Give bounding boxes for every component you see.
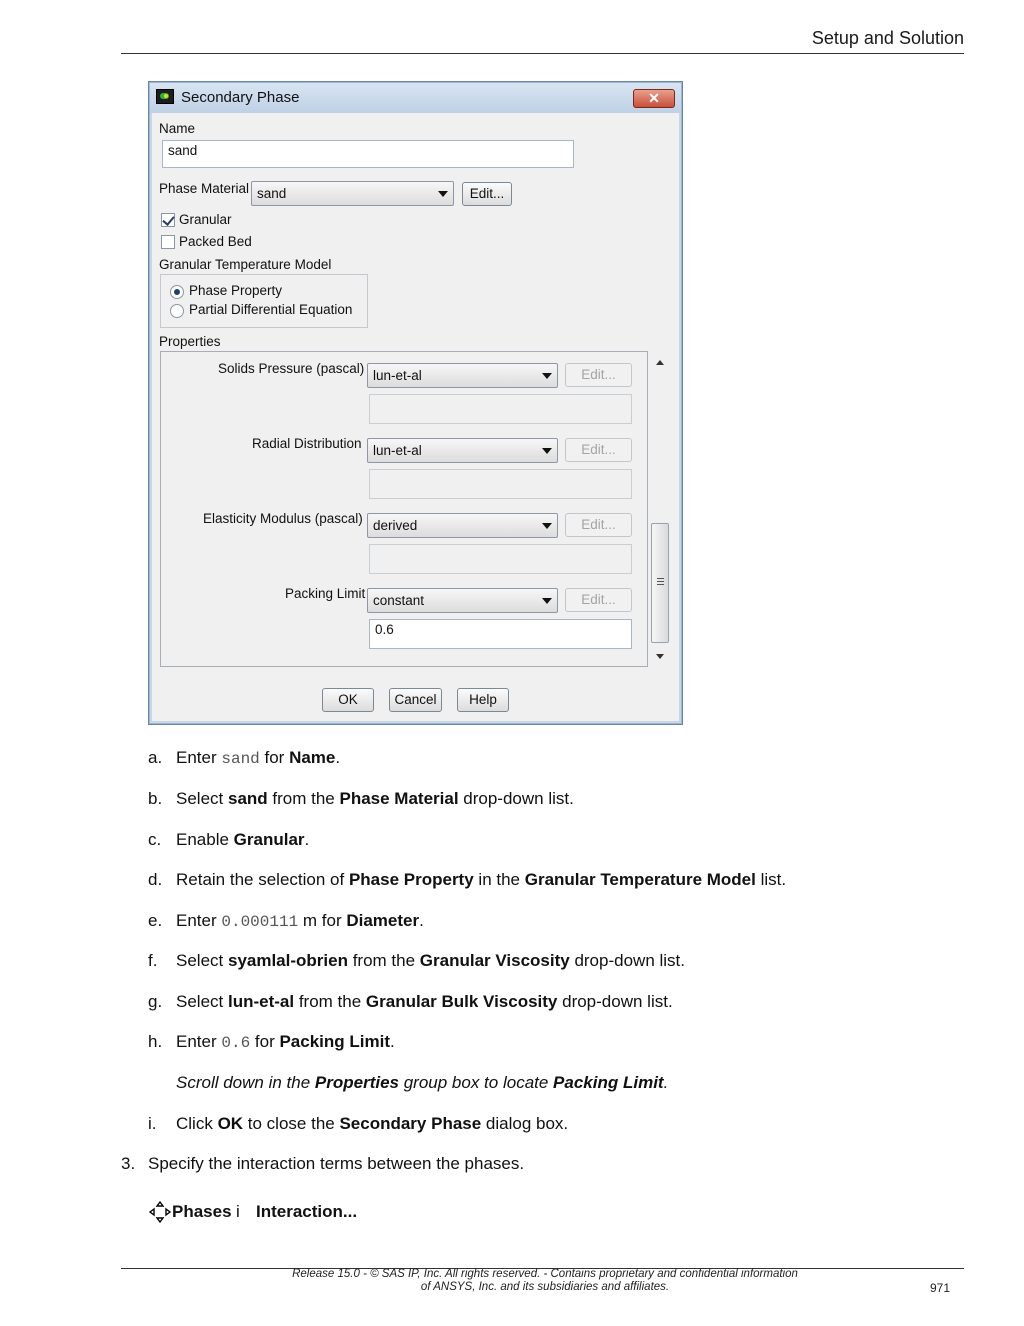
packed-bed-checkbox[interactable] bbox=[161, 235, 175, 249]
dialog-title: Secondary Phase bbox=[181, 89, 300, 106]
step-text: Enter 0.6 for Packing Limit. bbox=[176, 1032, 395, 1052]
cancel-button[interactable]: Cancel bbox=[389, 688, 442, 712]
scroll-down-icon[interactable] bbox=[656, 654, 664, 659]
ok-button[interactable]: OK bbox=[322, 688, 374, 712]
step-marker: c. bbox=[148, 830, 162, 849]
step-marker: 3. bbox=[121, 1154, 136, 1173]
page-header-title: Setup and Solution bbox=[811, 28, 964, 48]
step-text: Select sand from the Phase Material drop-down list. bbox=[176, 789, 574, 808]
property-label: Solids Pressure (pascal) bbox=[218, 361, 365, 376]
dialog-titlebar[interactable] bbox=[150, 83, 681, 113]
chevron-down-icon bbox=[438, 191, 448, 197]
step-marker: i. bbox=[148, 1114, 157, 1133]
radial-distribution-field[interactable] bbox=[369, 469, 632, 499]
step-marker: e. bbox=[148, 911, 163, 930]
chevron-down-icon bbox=[542, 373, 552, 379]
step-3 bbox=[121, 1154, 525, 1174]
step-text: Enable Granular. bbox=[176, 830, 310, 849]
page-number: 971 bbox=[930, 1281, 951, 1295]
step-marker: f. bbox=[148, 951, 158, 970]
step-marker: b. bbox=[148, 789, 163, 808]
nav-path-item: Interaction... bbox=[256, 1202, 358, 1221]
property-value: lun-et-al bbox=[373, 368, 422, 383]
dialog-client-area bbox=[152, 113, 679, 721]
step-text: Enter sand for Name. bbox=[176, 748, 341, 768]
elasticity-modulus-field[interactable] bbox=[369, 544, 632, 574]
step-marker: h. bbox=[148, 1032, 163, 1051]
granular-label: Granular bbox=[179, 212, 232, 227]
step-text: Enter 0.000111 m for Diameter. bbox=[176, 911, 424, 931]
name-input[interactable]: sand bbox=[162, 140, 574, 168]
property-label: Packing Limit bbox=[285, 586, 366, 601]
property-value: lun-et-al bbox=[373, 443, 422, 458]
elasticity-modulus-dropdown[interactable] bbox=[367, 513, 558, 538]
chevron-down-icon bbox=[542, 598, 552, 604]
nav-path-item: Phases bbox=[172, 1202, 232, 1221]
gtm-pde-radio[interactable] bbox=[170, 304, 184, 318]
chevron-down-icon bbox=[542, 523, 552, 529]
properties-scrollbar[interactable] bbox=[650, 353, 670, 665]
step-note: Scroll down in the Properties group box to locate Packing Limit. bbox=[176, 1073, 669, 1092]
close-button[interactable] bbox=[633, 89, 675, 108]
solids-pressure-dropdown[interactable] bbox=[367, 363, 558, 388]
nav-path-separator: i bbox=[236, 1202, 240, 1221]
step-text: Specify the interaction terms between the phases. bbox=[148, 1154, 525, 1173]
close-icon: ✕ bbox=[648, 90, 660, 106]
scroll-up-icon[interactable] bbox=[656, 360, 664, 365]
step-marker: g. bbox=[148, 992, 163, 1011]
phase-material-dropdown[interactable] bbox=[251, 181, 454, 206]
property-label: Elasticity Modulus (pascal) bbox=[203, 511, 363, 526]
gtm-option-label: Partial Differential Equation bbox=[189, 302, 353, 317]
step-marker: a. bbox=[148, 748, 163, 767]
radial-distribution-edit-button[interactable]: Edit... bbox=[565, 438, 632, 462]
property-value: constant bbox=[373, 593, 425, 608]
footer-line: of ANSYS, Inc. and its subsidiaries and affiliates. bbox=[420, 1281, 670, 1293]
packed-bed-label: Packed Bed bbox=[179, 234, 252, 249]
phase-material-edit-button[interactable]: Edit... bbox=[462, 182, 512, 206]
solids-pressure-edit-button[interactable]: Edit... bbox=[565, 363, 632, 387]
packing-limit-dropdown[interactable] bbox=[367, 588, 558, 613]
scroll-thumb[interactable] bbox=[651, 523, 669, 643]
name-label: Name bbox=[159, 121, 196, 136]
grip-line bbox=[657, 581, 664, 582]
property-label: Radial Distribution bbox=[252, 436, 362, 451]
move-arrows-icon bbox=[148, 1200, 172, 1224]
phase-material-value: sand bbox=[257, 186, 287, 201]
elasticity-modulus-edit-button[interactable]: Edit... bbox=[565, 513, 632, 537]
app-icon bbox=[156, 89, 174, 104]
gtm-option-label: Phase Property bbox=[189, 283, 283, 298]
solids-pressure-field[interactable] bbox=[369, 394, 632, 424]
properties-group-label: Properties bbox=[159, 334, 221, 349]
property-value: derived bbox=[373, 518, 418, 533]
footer-line: Release 15.0 - © SAS IP, Inc. All rights reserved. - Contains proprietary and confidential information bbox=[292, 1268, 798, 1280]
header-rule bbox=[121, 53, 964, 54]
granular-checkbox[interactable] bbox=[161, 213, 175, 227]
gtm-group-label: Granular Temperature Model bbox=[159, 257, 332, 272]
phase-material-label: Phase Material bbox=[159, 181, 250, 196]
step-text: Select syamlal-obrien from the Granular Viscosity drop-down list. bbox=[176, 951, 685, 970]
step-marker: d. bbox=[148, 870, 163, 889]
step-text: Select lun-et-al from the Granular Bulk Viscosity drop-down list. bbox=[176, 992, 673, 1011]
packing-limit-edit-button[interactable]: Edit... bbox=[565, 588, 632, 612]
help-button[interactable]: Help bbox=[457, 688, 509, 712]
secondary-phase-dialog bbox=[148, 81, 683, 725]
grip-line bbox=[657, 578, 664, 579]
chevron-down-icon bbox=[542, 448, 552, 454]
gtm-phase-property-radio[interactable] bbox=[170, 285, 184, 299]
grip-line bbox=[657, 584, 664, 585]
step-text: Click OK to close the Secondary Phase dialog box. bbox=[176, 1114, 569, 1133]
radial-distribution-dropdown[interactable] bbox=[367, 438, 558, 463]
step-text: Retain the selection of Phase Property in the Granular Temperature Model list. bbox=[176, 870, 787, 889]
packing-limit-field[interactable]: 0.6 bbox=[369, 619, 632, 649]
